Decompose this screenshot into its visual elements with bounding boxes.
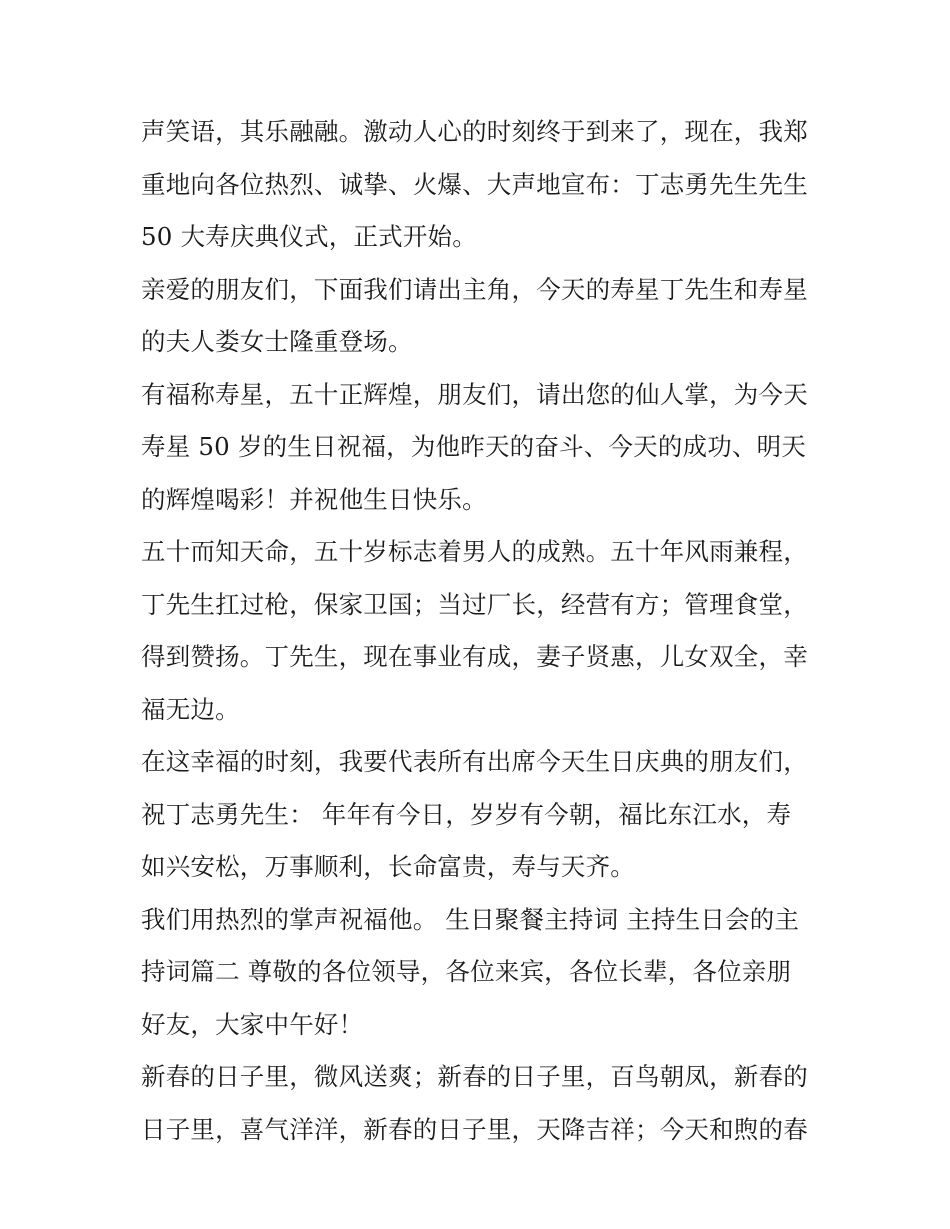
- text-line: 的辉煌喝彩！并祝他生日快乐。: [141, 484, 487, 514]
- text-line: 寿星 50 岁的生日祝福，为他昨天的奋斗、今天的成功、明天: [141, 432, 807, 461]
- paragraph: [141, 1051, 821, 1156]
- text-line: 的夫人娄女士隆重登场。: [141, 327, 413, 356]
- text-line: 五十而知天命，五十岁标志着男人的成熟。五十年风雨兼程，: [141, 537, 808, 566]
- text-line: 祝丁志勇先生： 年年有今日，岁岁有今朝，福比东江水，寿: [141, 799, 792, 829]
- text-line: 重地向各位热烈、诚挚、火爆、大声地宣布：丁志勇先生先生: [141, 169, 808, 199]
- text-line: 我们用热烈的掌声祝福他。 生日聚餐主持词 主持生日会的主: [141, 904, 800, 934]
- paragraph: [141, 264, 821, 369]
- paragraph: [141, 106, 821, 264]
- text-line: 得到赞扬。丁先生，现在事业有成，妻子贤惠，儿女双全，幸: [141, 642, 808, 671]
- text-line: 福无边。: [141, 694, 240, 724]
- paragraph: [141, 369, 821, 527]
- text-line: 有福称寿星，五十正辉煌，朋友们，请出您的仙人掌，为今天: [141, 379, 808, 409]
- paragraph: [141, 894, 821, 1052]
- text-line: 好友，大家中午好！: [141, 1009, 364, 1039]
- text-line: 新春的日子里，微风送爽；新春的日子里，百鸟朝凤，新春的: [141, 1062, 808, 1091]
- text-line: 日子里，喜气洋洋，新春的日子里，天降吉祥；今天和煦的春: [141, 1114, 808, 1144]
- text-line: 在这幸福的时刻，我要代表所有出席今天生日庆典的朋友们，: [141, 747, 808, 776]
- text-line: 丁先生扛过枪，保家卫国；当过厂长，经营有方；管理食堂，: [141, 589, 808, 619]
- text-line: 持词篇二 尊敬的各位领导，各位来宾，各位长辈，各位亲朋: [141, 957, 792, 986]
- text-line: 声笑语，其乐融融。激动人心的时刻终于到来了，现在，我郑: [141, 117, 808, 146]
- text-line: 如兴安松，万事顺利，长命富贵，寿与天齐。: [141, 852, 635, 881]
- document-body: [141, 106, 821, 1156]
- paragraph: [141, 736, 821, 894]
- text-line: 50 大寿庆典仪式，正式开始。: [141, 222, 477, 251]
- paragraph: [141, 526, 821, 736]
- text-line: 亲爱的朋友们，下面我们请出主角，今天的寿星丁先生和寿星: [141, 274, 808, 304]
